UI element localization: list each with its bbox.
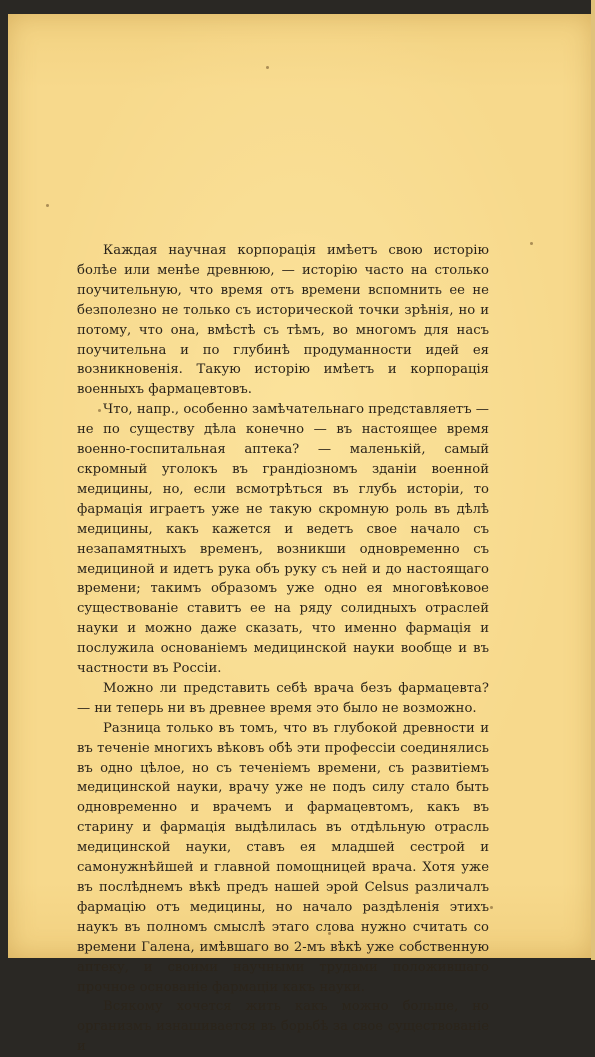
- paper-speck: [46, 204, 49, 207]
- scan-right-edge: [591, 0, 595, 960]
- paper-speck: [266, 66, 269, 69]
- paragraph-3: Можно ли представить себѣ врача безъ фармацевта? — ни теперь ни въ древнее время это было не возможно.: [77, 680, 489, 716]
- paragraph-2: Что, напр., особенно замѣчательнаго представляетъ — не по существу дѣла конечно — въ настоящее время военно-госпитальная аптека? — маленькій, самый скромный уголокъ въ грандіозномъ зданіи военной медицины, но, если всмотрѣться въ глубь исторіи, то фармація играетъ уже не такую скромную роль въ дѣлѣ медицины, какъ кажется и ведетъ свое начало съ незапамятныхъ временъ, возникши одновременно съ медициной и идетъ рука объ руку съ ней и до настоящаго времени; такимъ образомъ уже одно ея многовѣковое существованіе ставитъ ее на ряду солидныхъ отраслей науки и можно даже сказать, что именно фармація и послужила основаніемъ медицинской науки вообще и въ частности въ Россіи.: [77, 402, 489, 677]
- scan-top-border: [0, 0, 595, 14]
- paper-speck: [490, 906, 493, 909]
- paragraph-1: Каждая научная корпорація имѣетъ свою исторію болѣе или менѣе древнюю, — исторію часто на столько поучительную, что время отъ времени вспомнить ее не безполезно не только съ исторической точки зрѣнія, но и потому, что она, вмѣстѣ съ тѣмъ, во многомъ для насъ поучительна и по глубинѣ продуманности идей ея возникновенія. Такую исторію имѣетъ и корпорація военныхъ фармацевтовъ.: [77, 243, 489, 398]
- paper-speck: [530, 242, 533, 245]
- body-text: [77, 241, 489, 1057]
- paragraph-4: Разница только въ томъ, что въ глубокой древности и въ теченіе многихъ вѣковъ обѣ эти профессіи соединялись въ одно цѣлое, но съ теченіемъ времени, съ развитіемъ медицинской науки, врачу уже не подъ силу стало быть одновременно и врачемъ и фармацевтомъ, какъ въ старину и фармація выдѣлилась въ отдѣльную отрасль медицинской науки, ставъ ея младшей сестрой и самонужнѣйшей и главной помощницей врача. Хотя уже въ послѣднемъ вѣкѣ предъ нашей эрой Celsus различалъ фармацію отъ медицины, но начало раздѣленія этихъ наукъ въ полномъ смыслѣ этаго слова нужно считать со времени Галена, имѣвшаго во 2-мъ вѣкѣ уже собственную аптеку, и своими научными трудами положившаго прочное основаніе фармаціи какъ науки.: [77, 720, 489, 995]
- paragraph-5: Всякому хочется жить какъ можно больше, но организмъ изнашивается въ борьбѣ за свое существованіе и: [77, 999, 489, 1055]
